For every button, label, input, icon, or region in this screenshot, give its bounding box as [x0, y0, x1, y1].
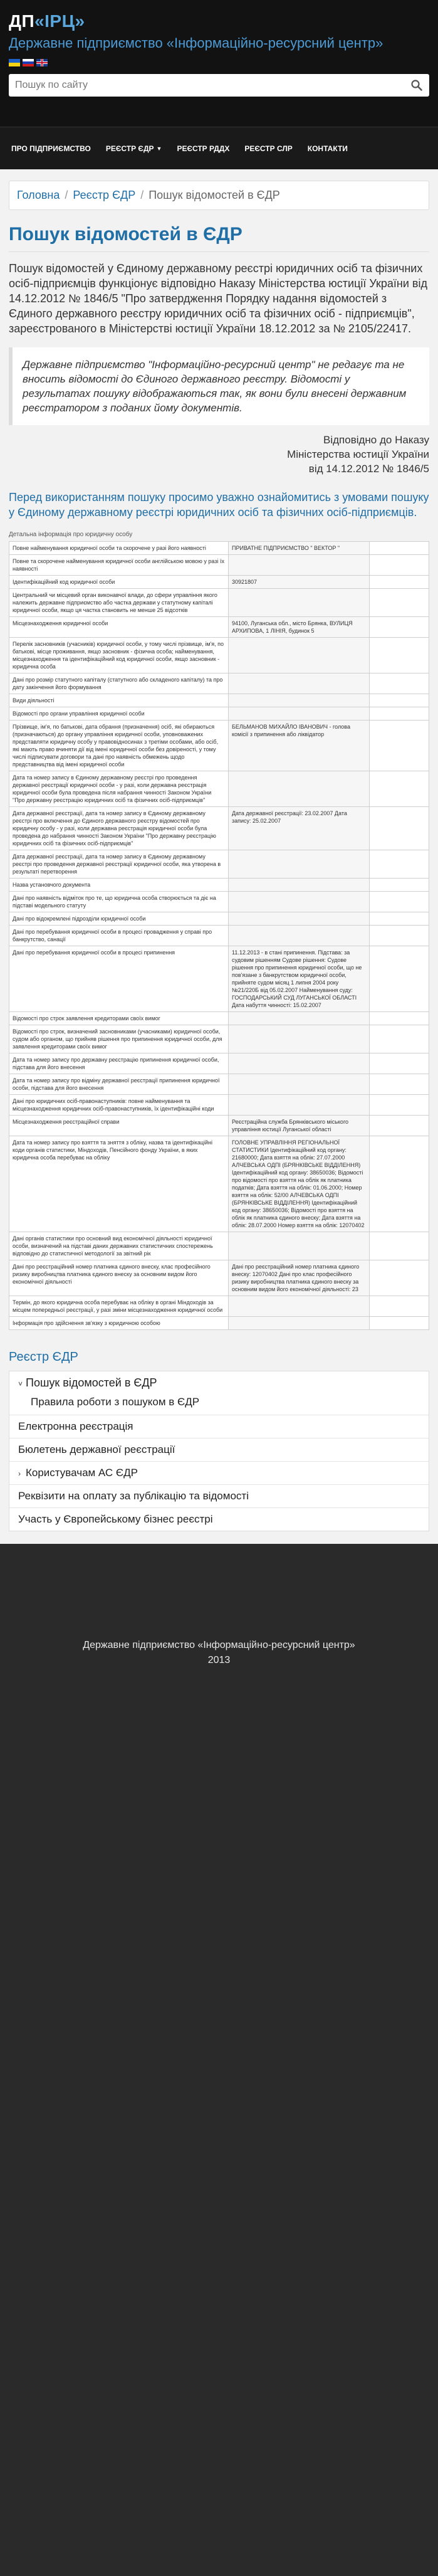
table-cell-extra — [370, 694, 429, 707]
table-cell-field: Дата та номер запису про взяття та зняття з обліку, назва та ідентифікаційні коди органів статистики, Міндоходів, Пенсійного фонду України, в яких юридична особа перебуває на обліку — [9, 1136, 229, 1232]
table-cell-value: Дата державної реєстрації: 23.02.2007 Дата запису: 25.02.2007 — [229, 807, 370, 850]
site-footer — [0, 1544, 438, 1714]
table-cell-extra — [370, 912, 429, 926]
table-cell-extra — [370, 1053, 429, 1074]
table-row — [9, 1012, 429, 1025]
sidebar-item-payment[interactable]: Реквізити на оплату за публікацію та відомості — [9, 1485, 429, 1508]
table-cell-field: Дата та номер запису про державну реєстрацію припинення юридичної особи, підстава для його внесення — [9, 1053, 229, 1074]
site-name[interactable]: Державне підприємство «Інформаційно-ресурсний центр» — [9, 35, 383, 51]
signature-line: Міністерства юстиції України — [287, 448, 429, 460]
search-input[interactable] — [15, 80, 410, 91]
sidebar-title-link[interactable]: Реєстр ЄДР — [9, 1350, 78, 1364]
table-cell-value: 94100, Луганська обл., місто Брянка, ВУЛИЦЯ АРХИПОВА, 1 ЛІНІЯ, будинок 5 — [229, 617, 370, 638]
page-title: Пошук відомостей в ЄДР — [9, 224, 242, 245]
table-cell-field: Відомості про строк заявлення кредиторами своїх вимог — [9, 1012, 229, 1025]
table-cell-extra — [370, 721, 429, 771]
table-row — [9, 892, 429, 912]
table-cell-extra — [370, 879, 429, 892]
table-row — [9, 850, 429, 879]
table-cell-extra — [370, 542, 429, 555]
intro-text: Пошук відомостей у Єдиному державному реєстрі юридичних осіб та фізичних осіб-підприємців функціонує відповідно Наказу Міністерства юстиції України від 14.12.2012 № 1846/5 "Про затвердження Порядку надання відомостей з Єдиного державного реєстру юридичних осіб та фізичних осіб - підприємців", зареєстрованого в Міністерстві юстиції України 18.12.2012 за № 2105/22417. — [9, 262, 427, 335]
sidebar-item-label: Пошук відомостей в ЄДР — [26, 1376, 157, 1389]
site-logo[interactable] — [9, 11, 429, 31]
breadcrumb — [9, 181, 429, 210]
table-row — [9, 576, 429, 589]
table-row — [9, 771, 429, 807]
table-cell-value: 11.12.2013 - в стані припинення. Підстава: за судовим рішенням Судове рішення: Судове рішення про припинення юридичної особи, що не пов'язане з банкрутством юридичної особи, прийняте судом місяц 1 липня 2004 року №21/220Б від 05.02.2007 Найменування суду: ГОСПОДАРСЬКИЙ СУД ЛУГАНСЬКОЇ ОБЛАСТІ Дата набуття чинності: 15.02.2007 — [229, 946, 370, 1012]
table-row — [9, 1260, 429, 1296]
table-cell-value — [229, 879, 370, 892]
table-cell-value — [229, 673, 370, 694]
table-row — [9, 879, 429, 892]
breadcrumb-current: Пошук відомостей в ЄДР — [149, 189, 280, 201]
table-cell-extra — [370, 946, 429, 1012]
table-cell-extra — [370, 638, 429, 673]
table-row — [9, 926, 429, 946]
nav-item-slr[interactable] — [237, 144, 300, 153]
sidebar-item-as-edr-users[interactable] — [9, 1462, 429, 1485]
table-caption: Детальна інформація про юридичну особу — [9, 531, 133, 538]
footer-year: 2013 — [207, 1655, 231, 1665]
nav-item-label: КОНТАКТИ — [307, 144, 348, 153]
table-row — [9, 1232, 429, 1260]
sidebar-item-ebr[interactable]: Участь у Європейському бізнес реєстрі — [18, 1513, 213, 1525]
signature-line: від 14.12.2012 № 1846/5 — [308, 463, 429, 475]
table-row — [9, 1116, 429, 1136]
breadcrumb-section[interactable]: Реєстр ЄДР — [73, 189, 136, 201]
table-row — [9, 721, 429, 771]
table-cell-value: 30921807 — [229, 576, 370, 589]
table-cell-value — [229, 1053, 370, 1074]
table-cell-extra — [370, 673, 429, 694]
english-flag-icon[interactable] — [36, 59, 48, 66]
breadcrumb-separator: / — [140, 189, 144, 201]
russian-flag-icon[interactable] — [23, 59, 34, 66]
main-content — [0, 169, 438, 1544]
table-row — [9, 1025, 429, 1053]
sidebar-item-label: Користувачам АС ЄДР — [26, 1467, 138, 1479]
table-cell-extra — [370, 555, 429, 576]
table-row — [9, 638, 429, 673]
table-row — [9, 1074, 429, 1095]
table-row — [9, 1095, 429, 1116]
table-row — [9, 1317, 429, 1330]
site-header — [0, 0, 438, 127]
table-cell-field: Прізвище, ім'я, по батькові, дата обрання (призначення) осіб, які обираються (призначаються) до органу управління юридичної особи, уповноважених представляти юридичну особу у правовідносинах з третіми особами, або осіб, які мають право вчиняти дії від імені юридичної особи без довіреності, у тому числі підписувати договори та дані про наявність обмежень щодо представництва від імені юридичної особи — [9, 721, 229, 771]
nav-item-label: РЕЄСТР РДДХ — [177, 144, 230, 153]
language-switcher — [9, 59, 429, 66]
table-cell-field: Відомості про строк, визначений засновниками (учасниками) юридичної особи, судом або органом, що прийняв рішення про припинення юридичної особи, для заявлення кредиторами своїх вимог — [9, 1025, 229, 1053]
table-cell-field: Центральний чи місцевий орган виконавчої влади, до сфери управління якого належить державне підприємство або частка держави у статутному капіталі юридичної особи, якщо ця частка становить не менше 25 відсотків — [9, 589, 229, 617]
table-cell-extra — [370, 1095, 429, 1116]
table-cell-value — [229, 694, 370, 707]
table-row — [9, 1136, 429, 1232]
table-cell-field: Дата державної реєстрації, дата та номер запису в Єдиному державному реєстрі про проведення державної реєстрації юридичної особи, яка утворена в результаті перетворення — [9, 850, 229, 879]
divider — [9, 251, 429, 252]
table-cell-field: Дата та номер запису в Єдиному державному реєстрі про проведення державної реєстрації юридичної особи - у разі, коли державна реєстрація юридичної особи була проведена після набрання чинності Законом України "Про державну реєстрацію юридичних осіб та фізичних осіб-підприємців" — [9, 771, 229, 807]
nav-item-label: ПРО ПІДПРИЄМСТВО — [11, 144, 91, 153]
table-cell-extra — [370, 1232, 429, 1260]
table-cell-value: ПРИВАТНЕ ПІДПРИЄМСТВО " ВЕКТОР " — [229, 542, 370, 555]
sidebar-item-bulletin[interactable]: Бюлетень державної реєстрації — [9, 1438, 429, 1462]
table-cell-extra — [370, 1317, 429, 1330]
table-cell-field: Дані органів статистики про основний вид економічної діяльності юридичної особи, визначений на підставі даних державних статистичних спостережень відповідно до статистичної методології за звітний рік — [9, 1232, 229, 1260]
table-cell-field: Інформація про здійснення зв'язку з юридичною особою — [9, 1317, 229, 1330]
table-cell-field: Дані про перебування юридичної особи в процесі припинення — [9, 946, 229, 1012]
table-cell-value: Реєстраційна служба Брянківського міського управління юстиції Луганської області — [229, 1116, 370, 1136]
search-icon[interactable] — [410, 79, 423, 92]
table-cell-field: Перелік засновників (учасників) юридичної особи, у тому числі прізвище, ім'я, по батькові, місце проживання, якщо засновник - фізична особа; найменування, місцезнаходження та ідентифікаційний код юридичної особи, якщо засновник - юридична особа — [9, 638, 229, 673]
table-cell-extra — [370, 589, 429, 617]
table-cell-extra — [370, 892, 429, 912]
table-cell-value — [229, 1095, 370, 1116]
breadcrumb-separator: / — [65, 189, 68, 201]
table-cell-field: Повне найменування юридичної особи та скорочене у разі його наявності — [9, 542, 229, 555]
caret-down-icon: ▼ — [156, 145, 162, 152]
table-cell-extra — [370, 1136, 429, 1232]
table-cell-extra — [370, 707, 429, 721]
quote-signature — [9, 433, 429, 476]
table-row — [9, 555, 429, 576]
table-cell-value — [229, 1025, 370, 1053]
table-cell-value: Дані про реєстраційний номер платника єдиного внеску: 12070402 Дані про клас професійного ризику виробництва платника єдиного внеску за основним видом його економічної діяльності: 23 — [229, 1260, 370, 1296]
table-cell-extra — [370, 1074, 429, 1095]
table-cell-value — [229, 1232, 370, 1260]
sidebar-item-search[interactable] — [9, 1371, 429, 1415]
table-cell-value: БЕЛЬМАНОВ МИХАЙЛО ІВАНОВИЧ - голова комісії з припинення або ліквідатор — [229, 721, 370, 771]
table-row — [9, 673, 429, 694]
table-cell-field: Місцезнаходження реєстраційної справи — [9, 1116, 229, 1136]
table-cell-field: Дані про розмір статутного капіталу (статутного або складеного капіталу) та про дату закінчення його формування — [9, 673, 229, 694]
table-row — [9, 1053, 429, 1074]
table-cell-field: Дані про відокремлені підрозділи юридичної особи — [9, 912, 229, 926]
nav-item-edr[interactable] — [98, 144, 170, 153]
sidebar-menu — [9, 1371, 429, 1531]
table-row — [9, 589, 429, 617]
breadcrumb-home[interactable]: Головна — [17, 189, 60, 201]
table-cell-field: Дата державної реєстрації, дата та номер запису в Єдиному державному реєстрі про включення до Єдиного державного реєстру відомостей про юридичну особу - у разі, коли державна реєстрація юридичної особи була проведена до набрання чинності Законом України "Про державну реєстрацію юридичних осіб та фізичних осіб-підприємців" — [9, 807, 229, 850]
table-cell-value — [229, 1317, 370, 1330]
table-cell-field: Дані про юридичних осіб-правонаступників: повне найменування та місцезнаходження юридичних осіб-правонаступників, їх ідентифікаційні коди — [9, 1095, 229, 1116]
disclaimer-quote: Державне підприємство "Інформаційно-ресурсний центр" не редагує та не вносить відомості до Єдиного державного реєстру. Відомості у результатах пошуку відображаються так, як вони були внесені державним реєстратором з поданих йому документів. — [9, 347, 429, 425]
table-row — [9, 694, 429, 707]
edr-sidebar — [9, 1350, 429, 1531]
table-row — [9, 1296, 429, 1317]
table-cell-extra — [370, 1025, 429, 1053]
table-cell-field: Термін, до якого юридична особа перебуває на обліку в органі Міндоходів за місцем попередньої реєстрації, у разі зміни місцезнаходження юридичної особи — [9, 1296, 229, 1317]
table-cell-value — [229, 850, 370, 879]
table-cell-extra — [370, 1116, 429, 1136]
table-cell-value — [229, 638, 370, 673]
sidebar-subitem-rules[interactable]: Правила роботи з пошуком в ЄДР — [31, 1396, 200, 1408]
table-cell-value — [229, 1296, 370, 1317]
table-cell-value — [229, 892, 370, 912]
table-cell-field: Дані про перебування юридичної особи в процесі провадження у справі про банкрутство, санації — [9, 926, 229, 946]
table-cell-value — [229, 926, 370, 946]
table-cell-field: Відомості про органи управління юридичної особи — [9, 707, 229, 721]
table-cell-extra — [370, 771, 429, 807]
main-nav — [0, 127, 438, 169]
table-cell-value — [229, 912, 370, 926]
table-cell-extra — [370, 926, 429, 946]
nav-item-label: РЕЄСТР СЛР — [244, 144, 293, 153]
ukrainian-flag-icon[interactable] — [9, 59, 20, 66]
table-cell-value — [229, 589, 370, 617]
signature-line: Відповідно до Наказу — [323, 434, 429, 446]
nav-item-rddh[interactable] — [169, 144, 237, 153]
search-bar — [9, 74, 429, 97]
table-cell-value: ГОЛОВНЕ УПРАВЛІННЯ РЕГІОНАЛЬНОЇ СТАТИСТИКИ Ідентифікаційний код органу: 21680000; Дата взяття на облік: 27.07.2000 АЛЧЕВСЬКА ОДПІ (БРЯНКІВСЬКЕ ВІДДІЛЕННЯ) Ідентифікаційний код органу: 38650036; Відомості про відомості про взяття на облік як платника податків; Дата взяття на облік: 01.06.2000; Номер взяття на облік: 52/00 АЛЧЕВСЬКА ОДПІ (БРЯНКІВСЬКЕ ВІДДІЛЕННЯ) Ідентифікаційний код органу: 38650036; Відомості про взяття на облік як платника єдиного внеску; Дата взяття на облік: 28.07.2000 Номер взяття на облік: 12070402 — [229, 1136, 370, 1232]
table-row — [9, 912, 429, 926]
table-cell-field: Види діяльності — [9, 694, 229, 707]
table-cell-field: Дані про наявність відміток про те, що юридична особа створюється та діє на підставі модельного статуту — [9, 892, 229, 912]
table-cell-extra — [370, 576, 429, 589]
sidebar-item-e-registration[interactable]: Електронна реєстрація — [9, 1415, 429, 1438]
table-cell-value — [229, 707, 370, 721]
table-cell-extra — [370, 1260, 429, 1296]
table-cell-extra — [370, 807, 429, 850]
table-cell-value — [229, 1012, 370, 1025]
chevron-down-icon: ˅ — [18, 1380, 23, 1388]
logo-brand: «ІРЦ» — [34, 11, 85, 31]
table-cell-field: Повне та скорочене найменування юридичної особи англійською мовою у разі їх наявності — [9, 555, 229, 576]
table-row — [9, 807, 429, 850]
sidebar-title[interactable] — [9, 1350, 429, 1365]
table-cell-field: Назва установчого документа — [9, 879, 229, 892]
table-cell-field: Дата та номер запису про відміну державної реєстрації припинення юридичної особи, підстава для його внесення — [9, 1074, 229, 1095]
terms-link[interactable]: Перед використанням пошуку просимо уважно ознайомитись з умовами пошуку у Єдиному державному реєстрі юридичних осіб та фізичних осіб-підприємців. — [9, 491, 429, 519]
table-cell-extra — [370, 1012, 429, 1025]
footer-company: Державне підприємство «Інформаційно-ресурсний центр» — [83, 1640, 355, 1650]
table-cell-value — [229, 771, 370, 807]
table-cell-field: Ідентифікаційний код юридичної особи — [9, 576, 229, 589]
nav-item-label: РЕЄСТР ЄДР — [105, 144, 154, 153]
table-row — [9, 542, 429, 555]
nav-item-contacts[interactable] — [300, 144, 355, 153]
table-cell-value — [229, 1074, 370, 1095]
chevron-right-icon: › — [18, 1469, 21, 1478]
table-cell-field: Місцезнаходження юридичної особи — [9, 617, 229, 638]
nav-item-about[interactable] — [4, 144, 98, 153]
table-row — [9, 946, 429, 1012]
terms-note — [9, 490, 429, 520]
legal-entity-table — [9, 529, 429, 1330]
table-row — [9, 617, 429, 638]
table-cell-extra — [370, 1296, 429, 1317]
table-cell-field: Дані про реєстраційний номер платника єдиного внеску, клас професійного ризику виробництва платника єдиного внеску за основним видом його економічної діяльності — [9, 1260, 229, 1296]
table-cell-extra — [370, 617, 429, 638]
table-row — [9, 707, 429, 721]
table-cell-value — [229, 555, 370, 576]
logo-prefix: ДП — [9, 11, 35, 31]
table-cell-extra — [370, 850, 429, 879]
